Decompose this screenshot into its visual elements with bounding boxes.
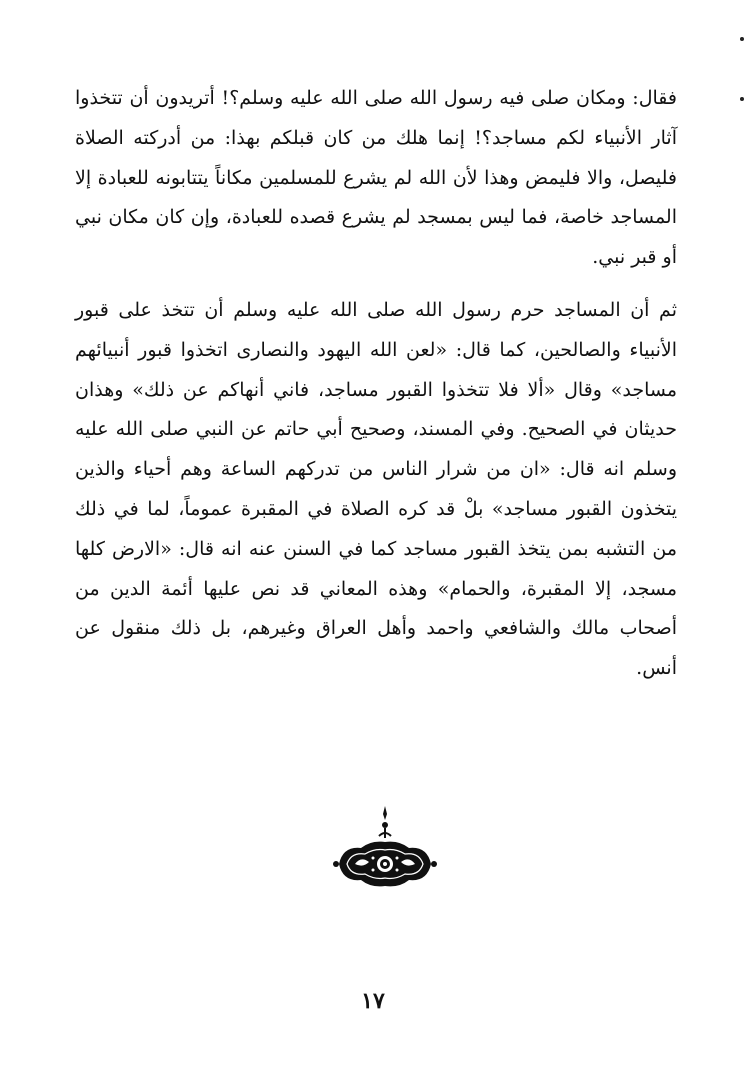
page-number: ١٧ xyxy=(361,988,385,1014)
scan-mark-top xyxy=(740,37,744,41)
decorative-ornament-icon xyxy=(331,806,439,888)
paragraph-2: ثم أن المساجد حرم رسول الله صلى الله عليه وسلم أن تتخذ على قبور الأنبياء والصالحين، كما قال: «لعن الله اليهود والنصارى اتخذوا قبور أنبيائهم مساجد» وقال «ألا فلا تتخذوا القبور مساجد، فاني أنهاكم عن ذلك» وهذان حديثان في الصحيح. وفي المسند، وصحيح أبي حاتم عن النبي صلى الله عليه وسلم انه قال: «ان من شرار الناس من تدركهم الساعة وهم أحياء والذين يتخذون القبور مساجد» بلْ قد كره الصلاة في المقبرة عموماً، لما في ذلك من التشبه بمن يتخذ القبور مساجد كما في السنن عنه انه قال: «الارض كلها مسجد، إلا المقبرة، والحمام» وهذه المعاني قد نص عليها أئمة الدين من أصحاب مالك والشافعي واحمد وأهل العراق وغيرهم، بل ذلك منقول عن أنس. xyxy=(75,299,677,680)
scan-mark-bottom xyxy=(740,97,744,101)
paragraph-1: فقال: ومكان صلى فيه رسول الله صلى الله عليه وسلم؟! أتريدون أن تتخذوا آثار الأنبياء لكم مساجد؟! إنما هلك من كان قبلكم بهذا: من أدركته الصلاة فليصل، والا فليمض وهذا لأن الله لم يشرع للمسلمين مكاناً يتتابونه للعبادة إلا المساجد خاصة، فما ليس بمسجد لم يشرع قصده للعبادة، وإن كان مكان نبي أو قبر نبي. xyxy=(75,87,677,269)
